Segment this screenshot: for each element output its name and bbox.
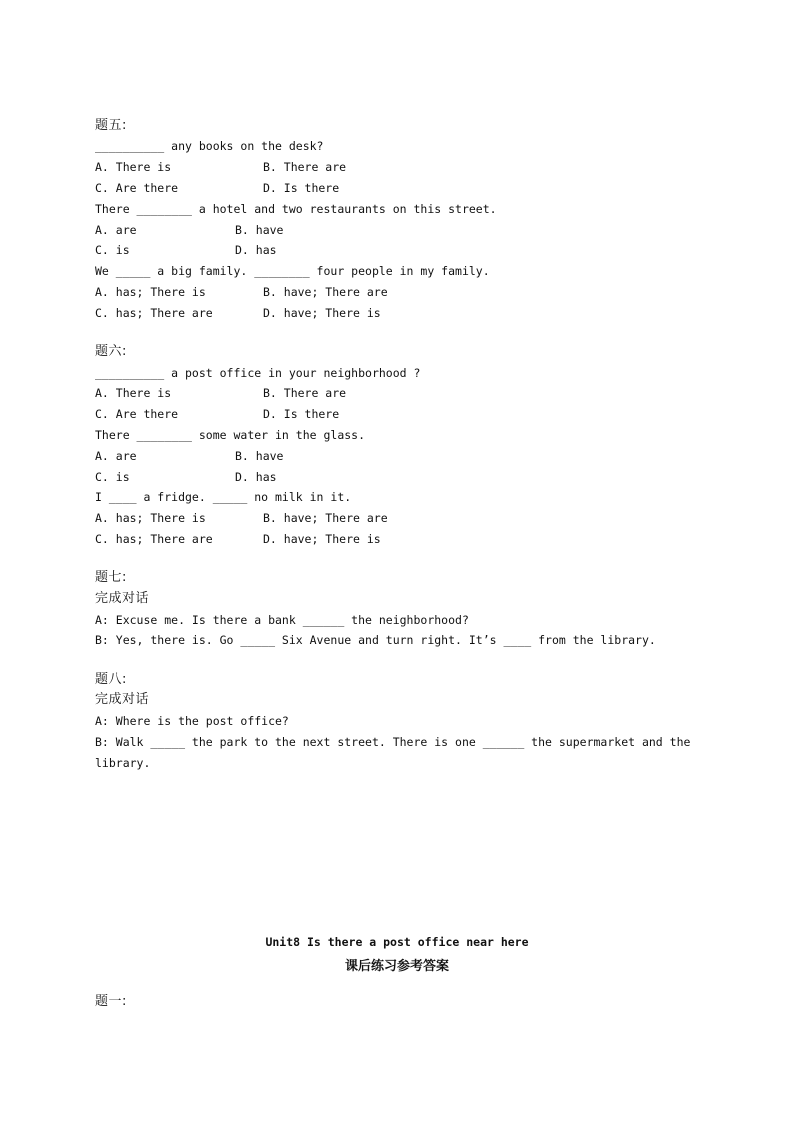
option-a: A. has; There is (95, 511, 206, 525)
dialogue-line: A: Excuse me. Is there a bank ______ the neighborhood? (95, 613, 469, 627)
option-c: C. has; There are (95, 532, 213, 546)
dialogue-line: B: Yes, there is. Go _____ Six Avenue and turn right. It’s ____ from the library. (95, 633, 656, 647)
option-b: B. There are (263, 386, 347, 400)
dialogue-line: library. (95, 756, 151, 770)
option-row (95, 511, 388, 525)
question-stem: __________ any books on the desk? (95, 139, 324, 153)
option-row (95, 160, 347, 174)
option-row (95, 386, 347, 400)
section-instruction: 完成对话 (95, 692, 150, 707)
option-row (95, 449, 284, 463)
question-stem: I ____ a fridge. _____ no milk in it. (95, 490, 352, 504)
option-c: C. is (95, 243, 130, 257)
option-d: D. have; There is (263, 306, 381, 320)
section-heading: 题八: (95, 672, 127, 687)
option-d: D. Is there (263, 407, 340, 421)
option-row (95, 306, 381, 320)
option-a: A. are (95, 449, 137, 463)
option-c: C. Are there (95, 407, 179, 421)
question-stem: There ________ some water in the glass. (95, 428, 366, 442)
option-b: B. have (235, 449, 284, 463)
section-instruction: 完成对话 (95, 591, 150, 606)
question-stem: There ________ a hotel and two restaurants on this street. (95, 202, 497, 216)
option-b: B. have; There are (263, 511, 388, 525)
option-a: A. are (95, 223, 137, 237)
section-heading: 题六: (95, 344, 127, 359)
option-row (95, 285, 388, 299)
option-a: A. There is (95, 160, 172, 174)
dialogue-line: B: Walk _____ the park to the next street. There is one ______ the supermarket and the (95, 735, 691, 749)
option-c: C. is (95, 470, 130, 484)
option-row (95, 470, 277, 484)
option-row (95, 407, 340, 421)
option-c: C. Are there (95, 181, 179, 195)
option-b: B. There are (263, 160, 347, 174)
option-d: D. has (235, 470, 277, 484)
section-heading: 题一: (95, 994, 127, 1009)
question-stem: We _____ a big family. ________ four people in my family. (95, 264, 490, 278)
option-c: C. has; There are (95, 306, 213, 320)
question-stem: __________ a post office in your neighborhood ? (95, 366, 421, 380)
answer-subtitle: 课后练习参考答案 (344, 959, 449, 974)
option-b: B. have; There are (263, 285, 388, 299)
option-a: A. There is (95, 386, 172, 400)
answer-title: Unit8 Is there a post office near here (265, 935, 529, 949)
section-heading: 题七: (95, 570, 127, 585)
option-row (95, 223, 284, 237)
option-d: D. has (235, 243, 277, 257)
dialogue-line: A: Where is the post office? (95, 714, 289, 728)
option-b: B. have (235, 223, 284, 237)
option-a: A. has; There is (95, 285, 206, 299)
option-d: D. Is there (263, 181, 340, 195)
option-d: D. have; There is (263, 532, 381, 546)
option-row (95, 243, 277, 257)
section-heading: 题五: (95, 118, 127, 133)
option-row (95, 532, 381, 546)
option-row (95, 181, 340, 195)
